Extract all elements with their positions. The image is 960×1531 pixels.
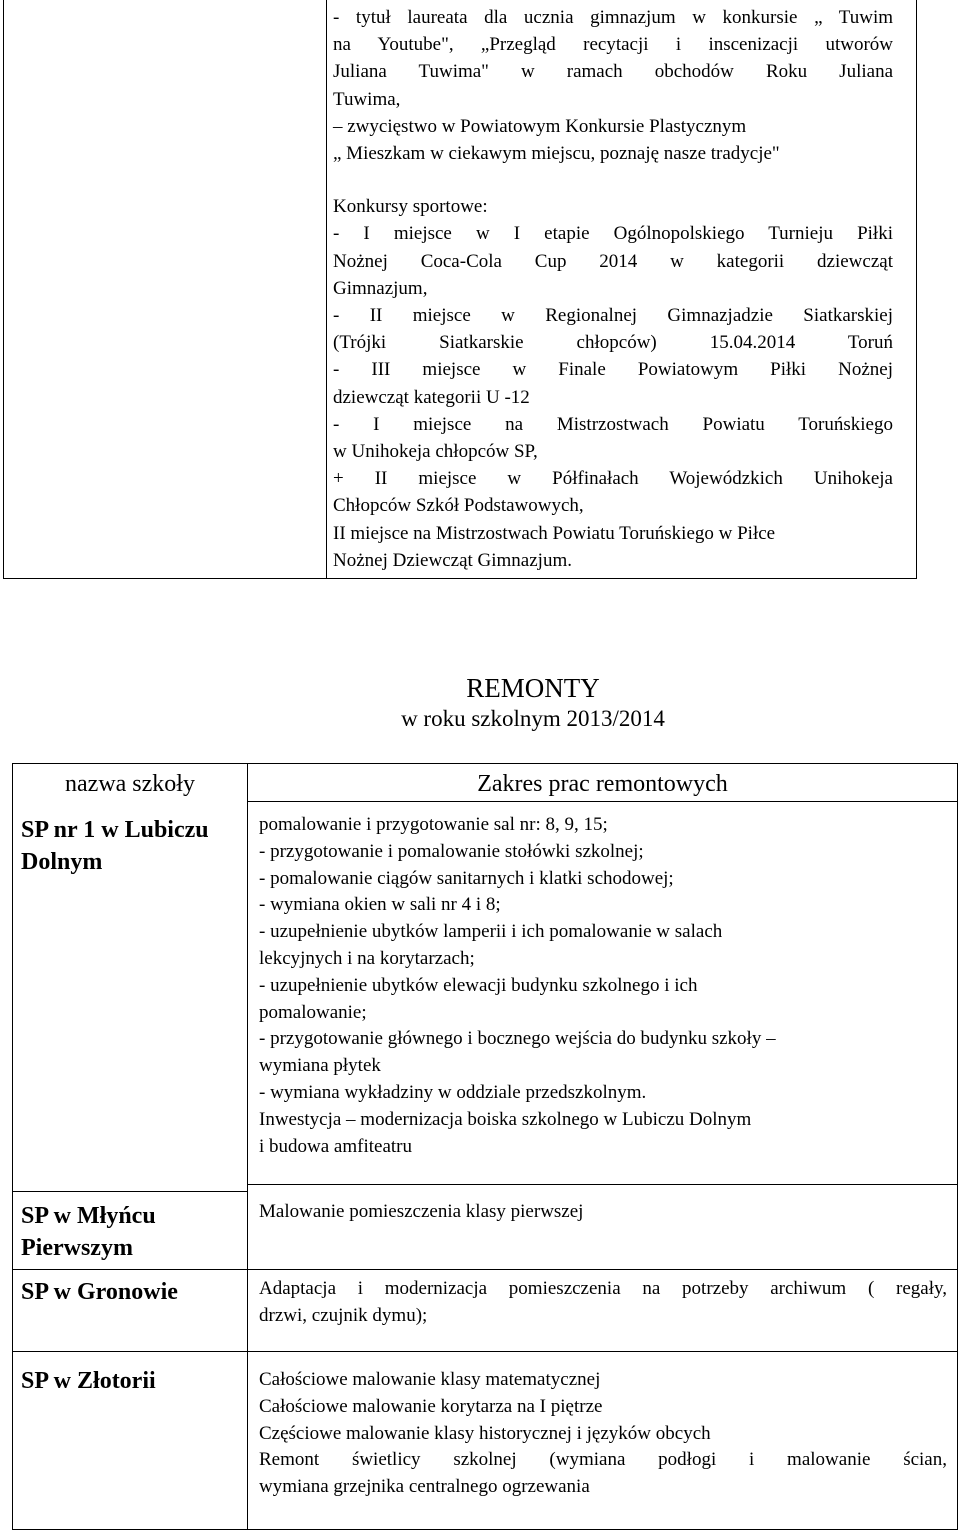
work-line: wymiana płytek [259,1055,381,1077]
work-line: drzwi, czujnik dymu); [259,1304,428,1326]
work-line: Remont świetlicy szkolnej (wymiana podłogi i malowanie ścian, [259,1449,947,1471]
works-cell [259,1199,947,1226]
sport-line: dziewcząt kategorii U -12 [333,386,530,408]
sport-line: w Unihokeja chłopców SP, [333,441,538,463]
column-divider [247,764,248,1529]
work-line: - przygotowanie głównego i bocznego wejścia do budynku szkoły – [259,1028,776,1050]
achievement-line: na Youtube", „Przegląd recytacji i inscenizacji utworów [333,34,893,56]
sport-line: Chłopców Szkół Podstawowych, [333,495,584,517]
col-header-works: Zakres prac remontowych [477,771,728,797]
work-line: - przygotowanie i pomalowanie stołówki szkolnej; [259,840,644,862]
school-name: SP w Gronowie [21,1279,178,1305]
achievement-line: – zwycięstwo w Powiatowym Konkursie Plastycznym [333,115,747,137]
sport-line: II miejsce na Mistrzostwach Powiatu Toruńskiego w Piłce [333,522,776,544]
sport-line: - III miejsce w Finale Powiatowym Piłki Nożnej [333,359,893,381]
col-header-school: nazwa szkoły [65,771,195,797]
sport-line: - II miejsce w Regionalnej Gimnazjadzie Siatkarskiej [333,305,893,327]
work-line: pomalowanie; [259,1001,367,1023]
sport-line: + II miejsce w Półfinałach Wojewódzkich Unihokeja [333,468,893,490]
renovations-table [12,763,958,1530]
sport-line: - I miejsce w I etapie Ogólnopolskiego Turnieju Piłki [333,223,893,245]
work-line: i budowa amfiteatru [259,1135,413,1157]
header-divider [248,801,957,802]
work-line: Adaptacja i modernizacja pomieszczenia na potrzeby archiwum ( regały, [259,1278,947,1299]
school-name: SP w Młyńcu Pierwszym [21,1203,156,1261]
column-divider [326,0,327,578]
row-divider [248,1184,957,1185]
work-line: - pomalowanie ciągów sanitarnych i klatki schodowej; [259,867,674,889]
work-line: pomalowanie i przygotowanie sal nr: 8, 9, 15; [259,814,608,835]
work-line: Całościowe malowanie korytarza na I piętrze [259,1395,603,1417]
row-divider [13,1269,957,1270]
sport-line: - I miejsce na Mistrzostwach Powiatu Toruńskiego [333,413,893,435]
sport-heading: Konkursy sportowe: [333,196,488,218]
work-line: wymiana grzejnika centralnego ogrzewania [259,1476,590,1498]
sport-line: Nożnej Dziewcząt Gimnazjum. [333,549,572,571]
achievement-line: Juliana Tuwima" w ramach obchodów Roku Juliana [333,61,893,83]
section-title: REMONTY [466,673,600,703]
work-line: - wymiana wykładziny w oddziale przedszkolnym. [259,1081,647,1103]
works-cell [259,1276,947,1330]
sport-line: Gimnazjum, [333,277,428,299]
row-divider [13,1351,957,1352]
school-name: SP nr 1 w Lubiczu Dolnym [21,817,209,875]
sport-line: (Trójki Siatkarskie chłopców) 15.04.2014 Toruń [333,332,893,354]
achievements-cell [333,4,893,574]
achievement-line: „ Mieszkam w ciekawym miejscu, poznaję nasze tradycje" [333,143,780,165]
work-line: - uzupełnienie ubytków elewacji budynku szkolnego i ich [259,974,698,996]
sport-line: Nożnej Coca-Cola Cup 2014 w kategorii dziewcząt [333,250,893,272]
works-cell [259,812,947,1160]
achievement-line: - tytuł laureata dla ucznia gimnazjum w konkursie „ Tuwim [333,7,893,28]
work-line: Inwestycja – modernizacja boiska szkolnego w Lubiczu Dolnym [259,1108,752,1130]
work-line: Częściowe malowanie klasy historycznej i języków obcych [259,1422,711,1444]
achievement-line: Tuwima, [333,88,401,110]
row-divider [13,1191,248,1192]
school-name: SP w Złotorii [21,1368,156,1394]
work-line: lekcyjnych i na korytarzach; [259,947,475,969]
work-line: - wymiana okien w sali nr 4 i 8; [259,894,501,916]
work-line: - uzupełnienie ubytków lamperii i ich pomalowanie w salach [259,921,723,943]
section-subtitle: w roku szkolnym 2013/2014 [401,706,665,731]
works-cell [259,1367,947,1501]
work-line: Całościowe malowanie klasy matematycznej [259,1369,601,1390]
work-line: Malowanie pomieszczenia klasy pierwszej [259,1201,584,1222]
